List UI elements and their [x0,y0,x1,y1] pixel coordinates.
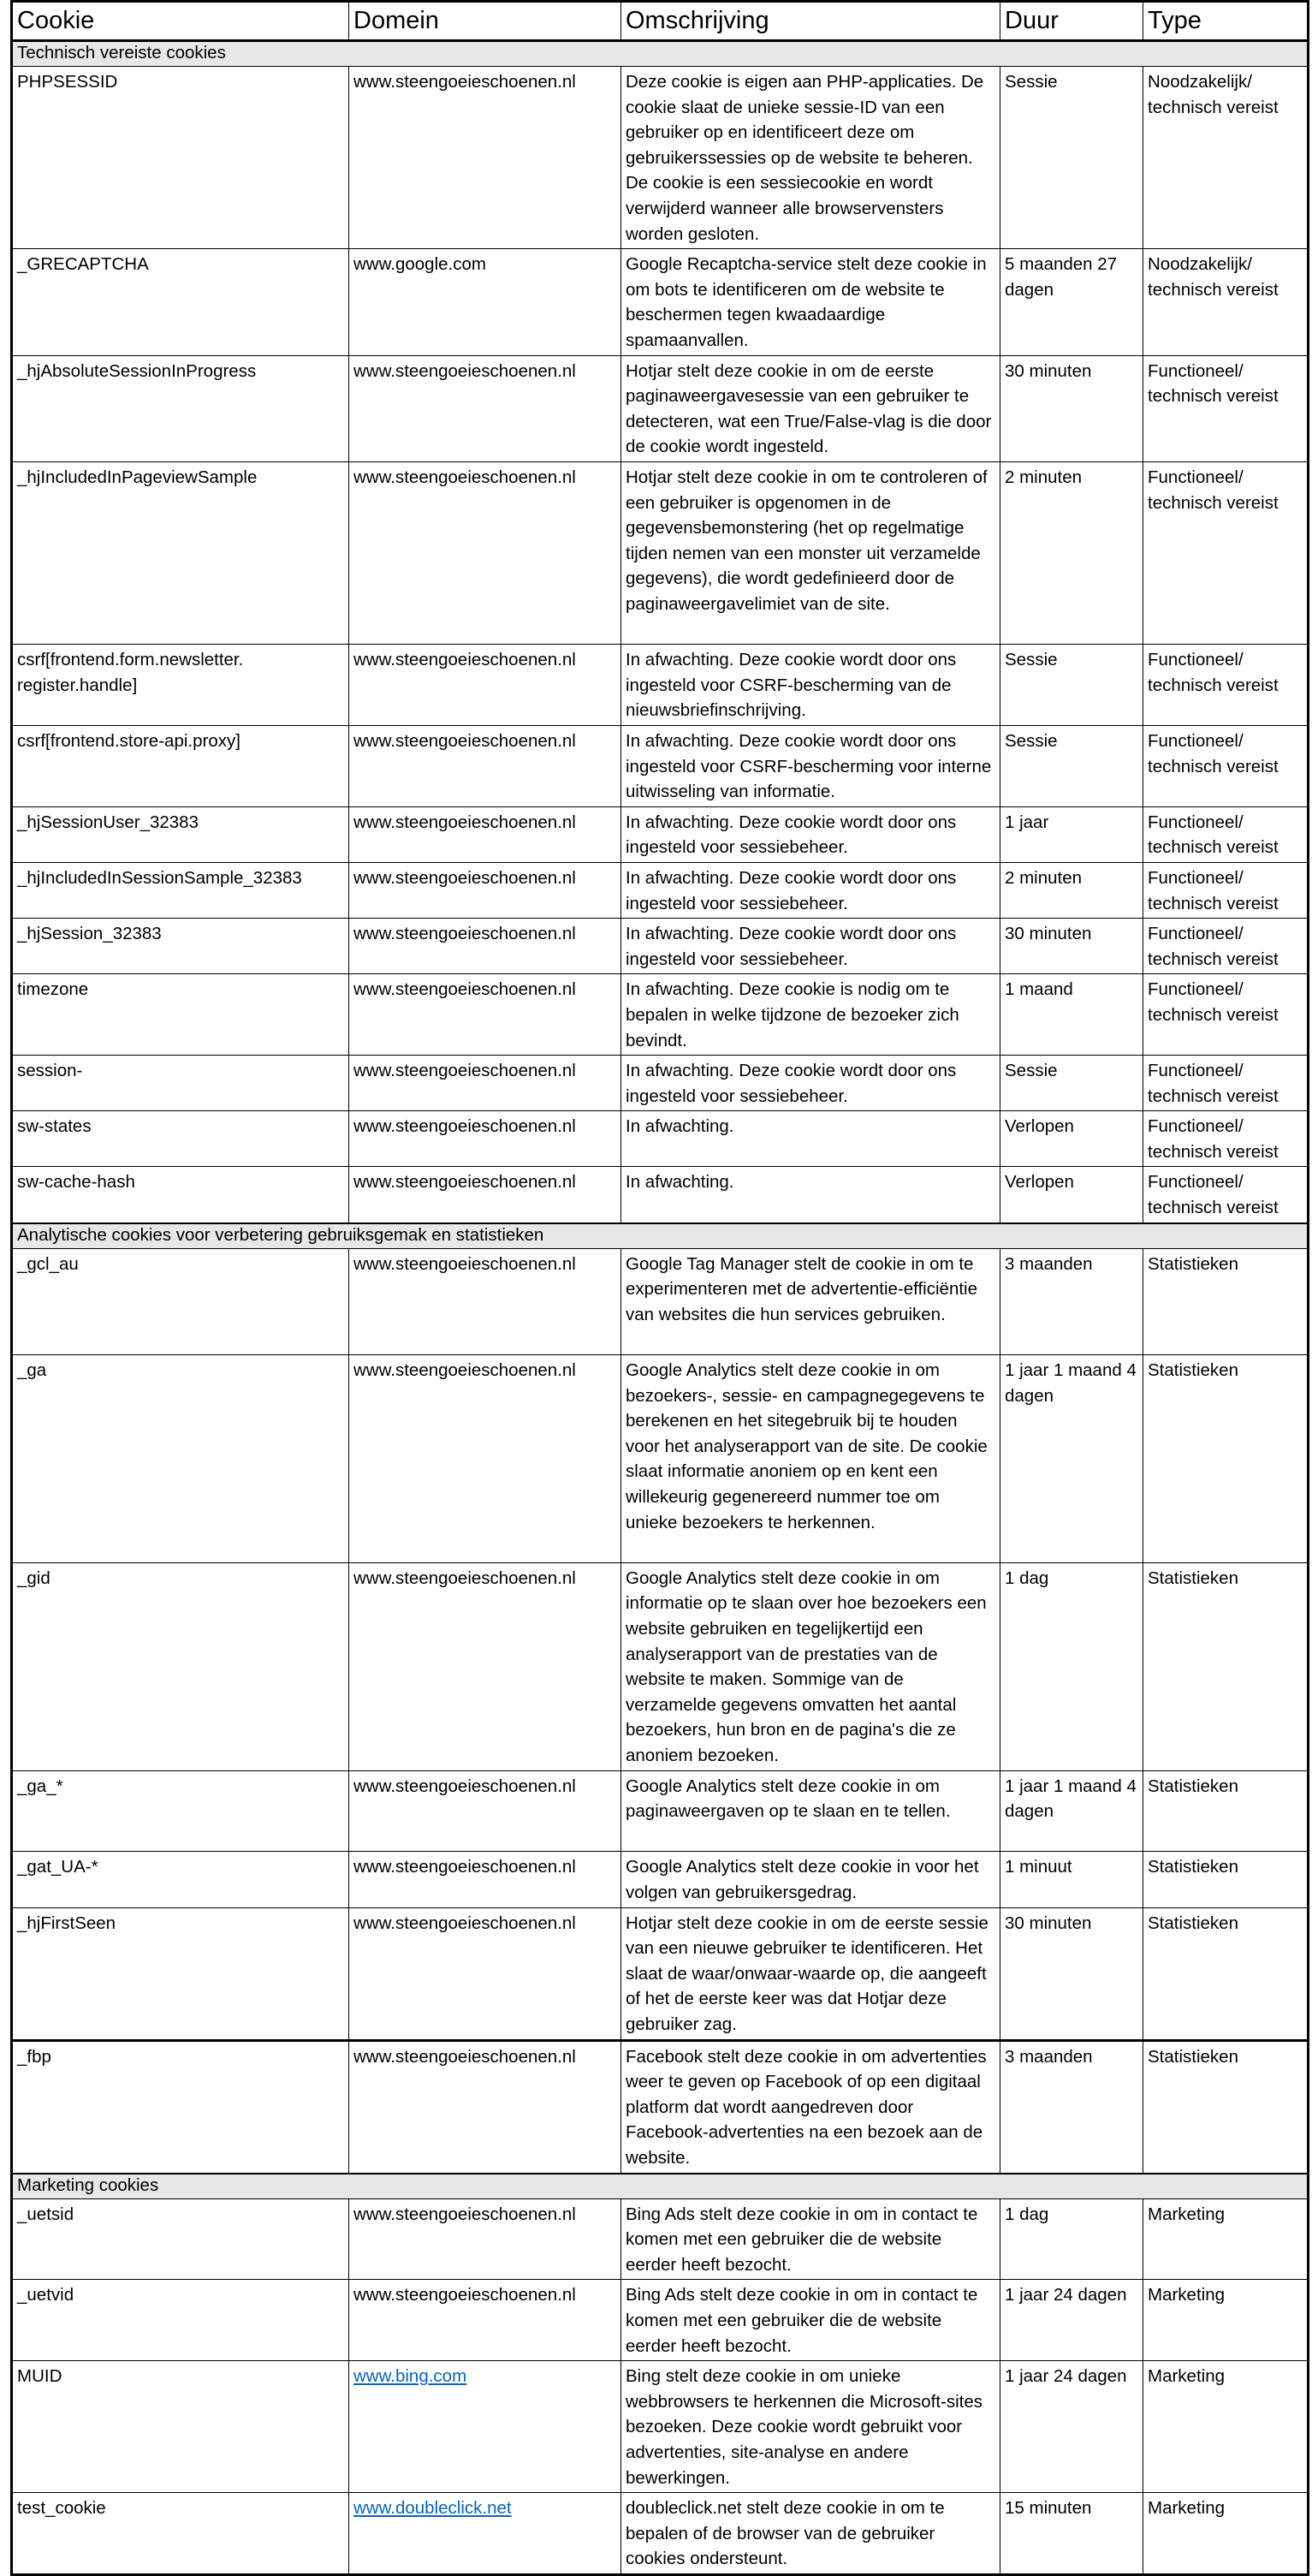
description-cell: Google Analytics stelt deze cookie in om informatie op te slaan over hoe bezoekers een website gebruiken en tegelijkertijd een analyserapport van de prestaties van de website te maken. Sommige van de verzamelde gegevens omvatten het aantal bezoekers, hun bron en de pagina's die ze anoniem bezoeken. [621,1562,1000,1770]
description-cell: In afwachting. Deze cookie wordt door ons ingesteld voor sessiebeheer. [621,1056,1000,1111]
description-cell: Facebook stelt deze cookie in om advertenties weer te geven op Facebook of op een digitaal platform dat wordt aangedreven door Facebook-advertenties na een bezoek aan de website. [621,2040,1000,2174]
cookie-name-cell: _hjIncludedInPageviewSample [12,461,349,644]
domain-cell: www.steengoeieschoenen.nl [349,1248,621,1354]
cookie-name-cell: _uetsid [12,2198,349,2280]
description-cell: Google Tag Manager stelt de cookie in om te experimenteren met de advertentie-efficiëntie van websites die hun services gebruiken. [621,1248,1000,1354]
cookie-name-cell: _hjAbsoluteSessionInProgress [12,355,349,461]
cookie-name-cell: timezone [12,974,349,1056]
section-title: Technisch vereiste cookies [12,41,1309,67]
cookie-name-cell: sw-cache-hash [12,1167,349,1223]
type-cell: Functioneel/ technisch vereist [1143,1111,1309,1167]
description-cell: Google Recaptcha-service stelt deze cookie in om bots te identificeren om de website te beschermen tegen kwaadaardige spamaanvallen. [621,249,1000,355]
duration-cell: Sessie [1000,725,1143,806]
domain-cell: www.steengoeieschoenen.nl [349,645,621,726]
description-cell: Deze cookie is eigen aan PHP-applicaties. De cookie slaat de unieke sessie-ID van een gebruiker op en identificeert deze om gebruikerssessies op de website te beheren. De cookie is een sessiecookie en wordt verwijderd wanneer alle browservensters worden gesloten. [621,67,1000,249]
duration-cell: 1 jaar 24 dagen [1000,2361,1143,2493]
cookie-name-cell: _hjFirstSeen [12,1907,349,2040]
duration-cell: Verlopen [1000,1111,1143,1167]
cookie-name-cell: session- [12,1056,349,1111]
domain-cell: www.steengoeieschoenen.nl [349,919,621,974]
description-cell: Hotjar stelt deze cookie in om te controleren of een gebruiker is opgenomen in de gegevensbemonstering (het op regelmatige tijden nemen van een monster uit verzamelde gegevens), die wordt gedefinieerd door de paginaweergavelimiet van de site. [621,461,1000,644]
domain-cell: www.steengoeieschoenen.nl [349,1355,621,1563]
section-header-row [12,41,1309,67]
section-header-row [12,1223,1309,1249]
cookie-row [12,1852,1309,1907]
duration-cell: 15 minuten [1000,2493,1143,2575]
duration-cell: 1 jaar 1 maand 4 dagen [1000,1770,1143,1852]
cookie-row [12,645,1309,726]
cookie-row [12,461,1309,644]
description-cell: In afwachting. Deze cookie wordt door ons ingesteld voor sessiebeheer. [621,806,1000,862]
duration-cell: 30 minuten [1000,355,1143,461]
duration-cell: Sessie [1000,1056,1143,1111]
domain-cell [349,2361,621,2493]
cookie-row [12,1770,1309,1852]
domain-link[interactable]: www.doubleclick.net [353,2498,512,2519]
type-cell: Marketing [1143,2361,1309,2493]
cookie-name-cell: _hjSession_32383 [12,919,349,974]
cookie-name-cell: csrf[frontend.form.newsletter. register.handle] [12,645,349,726]
type-cell: Noodzakelijk/ technisch vereist [1143,249,1309,355]
description-cell: Google Analytics stelt deze cookie in voor het volgen van gebruikersgedrag. [621,1852,1000,1907]
type-cell: Functioneel/ technisch vereist [1143,645,1309,726]
cookie-name-cell: MUID [12,2361,349,2493]
domain-cell: www.steengoeieschoenen.nl [349,355,621,461]
type-cell: Functioneel/ technisch vereist [1143,1167,1309,1223]
cookie-row [12,1111,1309,1167]
cookie-table [10,0,1309,2576]
cookie-row [12,1907,1309,2040]
type-cell: Functioneel/ technisch vereist [1143,862,1309,918]
cookie-row [12,2280,1309,2361]
table-body [12,41,1309,2575]
domain-cell: www.google.com [349,249,621,355]
description-cell: In afwachting. [621,1111,1000,1167]
cookie-row [12,725,1309,806]
duration-cell: 5 maanden 27 dagen [1000,249,1143,355]
description-cell: In afwachting. Deze cookie wordt door ons ingesteld voor sessiebeheer. [621,919,1000,974]
cookie-row [12,2493,1309,2575]
cookie-row [12,1167,1309,1223]
type-cell: Functioneel/ technisch vereist [1143,725,1309,806]
type-cell: Statistieken [1143,2040,1309,2174]
domain-cell: www.steengoeieschoenen.nl [349,862,621,918]
cookie-name-cell: PHPSESSID [12,67,349,249]
type-cell: Statistieken [1143,1770,1309,1852]
domain-cell [349,2493,621,2575]
domain-cell: www.steengoeieschoenen.nl [349,806,621,862]
type-cell: Functioneel/ technisch vereist [1143,919,1309,974]
cookie-name-cell: _GRECAPTCHA [12,249,349,355]
description-cell: Bing Ads stelt deze cookie in om in contact te komen met een gebruiker die de website eerder heeft bezocht. [621,2198,1000,2280]
type-cell: Statistieken [1143,1562,1309,1770]
section-title: Analytische cookies voor verbetering gebruiksgemak en statistieken [12,1223,1309,1249]
description-cell: Bing stelt deze cookie in om unieke webbrowsers te herkennen die Microsoft-sites bezoeken. Deze cookie wordt gebruikt voor advertenties, site-analyse en andere bewerkingen. [621,2361,1000,2493]
domain-cell: www.steengoeieschoenen.nl [349,1852,621,1907]
cookie-name-cell: _gcl_au [12,1248,349,1354]
duration-cell: Sessie [1000,645,1143,726]
domain-link[interactable]: www.bing.com [353,2366,467,2387]
duration-cell: 1 jaar 24 dagen [1000,2280,1143,2361]
cookie-row [12,355,1309,461]
cookie-name-cell: _ga [12,1355,349,1563]
cookie-row [12,806,1309,862]
cookie-name-cell: _hjSessionUser_32383 [12,806,349,862]
duration-cell: 3 maanden [1000,2040,1143,2174]
description-cell: In afwachting. Deze cookie wordt door ons ingesteld voor CSRF-bescherming voor interne uitwisseling van informatie. [621,725,1000,806]
domain-cell: www.steengoeieschoenen.nl [349,974,621,1056]
description-cell: Google Analytics stelt deze cookie in om bezoekers-, sessie- en campagnegegevens te berekenen en het sitegebruik bij te houden voor het analyserapport van de site. De cookie slaat informatie anoniem op en kent een willekeurig gegenereerd nummer toe om unieke bezoekers te herkennen. [621,1355,1000,1563]
cookie-row [12,2198,1309,2280]
domain-cell: www.steengoeieschoenen.nl [349,1770,621,1852]
duration-cell: Sessie [1000,67,1143,249]
domain-cell: www.steengoeieschoenen.nl [349,1111,621,1167]
domain-cell: www.steengoeieschoenen.nl [349,461,621,644]
duration-cell: 1 dag [1000,1562,1143,1770]
header-domein: Domein [349,2,621,41]
cookie-row [12,1056,1309,1111]
type-cell: Functioneel/ technisch vereist [1143,355,1309,461]
duration-cell: Verlopen [1000,1167,1143,1223]
cookie-row [12,974,1309,1056]
cookie-row [12,2040,1309,2174]
duration-cell: 1 minuut [1000,1852,1143,1907]
domain-cell: www.steengoeieschoenen.nl [349,67,621,249]
duration-cell: 1 jaar 1 maand 4 dagen [1000,1355,1143,1563]
domain-cell: www.steengoeieschoenen.nl [349,2280,621,2361]
type-cell: Functioneel/ technisch vereist [1143,1056,1309,1111]
domain-cell: www.steengoeieschoenen.nl [349,2040,621,2174]
domain-cell: www.steengoeieschoenen.nl [349,1167,621,1223]
description-cell: In afwachting. Deze cookie is nodig om te bepalen in welke tijdzone de bezoeker zich bevindt. [621,974,1000,1056]
section-header-row [12,2174,1309,2199]
cookie-row [12,67,1309,249]
description-cell: doubleclick.net stelt deze cookie in om te bepalen of de browser van de gebruiker cookies ondersteunt. [621,2493,1000,2575]
cookie-name-cell: _gat_UA-* [12,1852,349,1907]
duration-cell: 3 maanden [1000,1248,1143,1354]
type-cell: Statistieken [1143,1355,1309,1563]
cookie-row [12,919,1309,974]
duration-cell: 1 jaar [1000,806,1143,862]
duration-cell: 2 minuten [1000,862,1143,918]
header-cookie: Cookie [12,2,349,41]
cookie-name-cell: _fbp [12,2040,349,2174]
description-cell: Hotjar stelt deze cookie in om de eerste paginaweergavesessie van een gebruiker te detecteren, wat een True/False-vlag is die door de cookie wordt ingesteld. [621,355,1000,461]
cookie-name-cell: csrf[frontend.store-api.proxy] [12,725,349,806]
cookie-row [12,1355,1309,1563]
cookie-row [12,862,1309,918]
description-cell: Google Analytics stelt deze cookie in om paginaweergaven op te slaan en te tellen. [621,1770,1000,1852]
type-cell: Statistieken [1143,1852,1309,1907]
duration-cell: 1 dag [1000,2198,1143,2280]
description-cell: Hotjar stelt deze cookie in om de eerste sessie van een nieuwe gebruiker te identificeren. Het slaat de waar/onwaar-waarde op, die aangeeft of het de eerste keer was dat Hotjar deze gebruiker zag. [621,1907,1000,2040]
type-cell: Functioneel/ technisch vereist [1143,461,1309,644]
type-cell: Functioneel/ technisch vereist [1143,806,1309,862]
domain-cell: www.steengoeieschoenen.nl [349,1056,621,1111]
cookie-row [12,249,1309,355]
cookie-name-cell: sw-states [12,1111,349,1167]
duration-cell: 2 minuten [1000,461,1143,644]
header-omschrijving: Omschrijving [621,2,1000,41]
cookie-name-cell: _hjIncludedInSessionSample_32383 [12,862,349,918]
cookie-name-cell: _ga_* [12,1770,349,1852]
cookie-name-cell: test_cookie [12,2493,349,2575]
cookie-row [12,1562,1309,1770]
type-cell: Statistieken [1143,1907,1309,2040]
type-cell: Functioneel/ technisch vereist [1143,974,1309,1056]
type-cell: Marketing [1143,2280,1309,2361]
cookie-name-cell: _uetvid [12,2280,349,2361]
cookie-row [12,1248,1309,1354]
domain-cell: www.steengoeieschoenen.nl [349,1907,621,2040]
description-cell: In afwachting. Deze cookie wordt door ons ingesteld voor CSRF-bescherming van de nieuwsbriefinschrijving. [621,645,1000,726]
type-cell: Marketing [1143,2198,1309,2280]
cookie-name-cell: _gid [12,1562,349,1770]
header-duur: Duur [1000,2,1143,41]
type-cell: Marketing [1143,2493,1309,2575]
header-type: Type [1143,2,1309,41]
description-cell: In afwachting. [621,1167,1000,1223]
domain-cell: www.steengoeieschoenen.nl [349,725,621,806]
domain-cell: www.steengoeieschoenen.nl [349,1562,621,1770]
duration-cell: 30 minuten [1000,1907,1143,2040]
duration-cell: 30 minuten [1000,919,1143,974]
description-cell: In afwachting. Deze cookie wordt door ons ingesteld voor sessiebeheer. [621,862,1000,918]
domain-cell: www.steengoeieschoenen.nl [349,2198,621,2280]
type-cell: Noodzakelijk/ technisch vereist [1143,67,1309,249]
description-cell: Bing Ads stelt deze cookie in om in contact te komen met een gebruiker die de website eerder heeft bezocht. [621,2280,1000,2361]
section-title: Marketing cookies [12,2174,1309,2199]
duration-cell: 1 maand [1000,974,1143,1056]
type-cell: Statistieken [1143,1248,1309,1354]
header-row [12,2,1309,41]
cookie-row [12,2361,1309,2493]
